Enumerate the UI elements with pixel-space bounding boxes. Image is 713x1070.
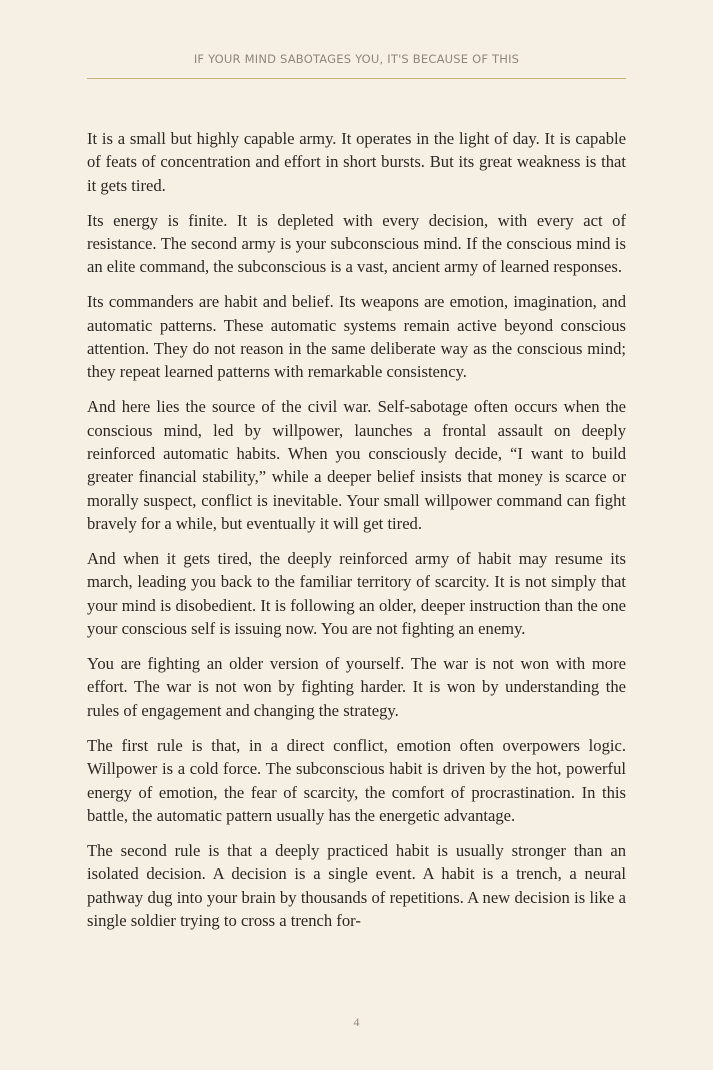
paragraph: It is a small but highly capable army. It operates in the light of day. It is capable of feats of concentration and effort in short bursts. But its great weakness is that it gets tired.: [87, 129, 626, 195]
paragraph: Its energy is finite. It is depleted with every decision, with every act of resistance. The second army is your subconscious mind. If the conscious mind is an elite command, the subconscious is a vast, ancient army of learned responses.: [87, 210, 626, 277]
paragraph: Its commanders are habit and belief. Its weapons are emotion, imagination, and automatic patterns. These automatic systems remain active beyond conscious attention. They do not reason in the same deliberate way as the conscious mind; they repeat learned patterns with remarkable consistency.: [87, 292, 626, 382]
running-header: IF YOUR MIND SABOTAGES YOU, IT'S BECAUSE OF THIS: [193, 52, 520, 66]
paragraph: The first rule is that, in a direct conflict, emotion often overpowers logic. Willpower is a cold force. The subconscious habit is driven by the hot, powerful energy of emotion, the fear of scarcity, the comfort of procrastination. In this battle, the automatic pattern usually has the energetic advantage.: [87, 735, 626, 825]
paragraph: The second rule is that a deeply practiced habit is usually stronger than an isolated decision. A decision is a single event. A habit is a trench, a neural pathway dug into your brain by thousands of repetitions. A new decision is like a single soldier trying to cross a trench for-: [87, 840, 626, 930]
page-number: 4: [353, 1015, 360, 1029]
header-divider: [87, 78, 626, 79]
paragraph: And here lies the source of the civil war. Self-sabotage often occurs when the conscious mind, led by willpower, launches a frontal assault on deeply reinforced automatic habits. When you consciously decide, “I want to build greater financial stability,” while a deeper belief insists that money is scarce or morally suspect, conflict is inevitable. Your small willpower command can fight bravely for a while, but eventually it will get tired.: [87, 397, 626, 534]
paragraph: And when it gets tired, the deeply reinforced army of habit may resume its march, leading you back to the familiar territory of scarcity. It is not simply that your mind is disobedient. It is following an older, deeper instruction than the one your conscious self is issuing now. You are not fighting an enemy.: [87, 549, 626, 639]
paragraph: You are fighting an older version of yourself. The war is not won with more effort. The war is not won by fighting harder. It is won by understanding the rules of engagement and changing the strategy.: [87, 654, 626, 720]
body-text: [87, 127, 626, 944]
